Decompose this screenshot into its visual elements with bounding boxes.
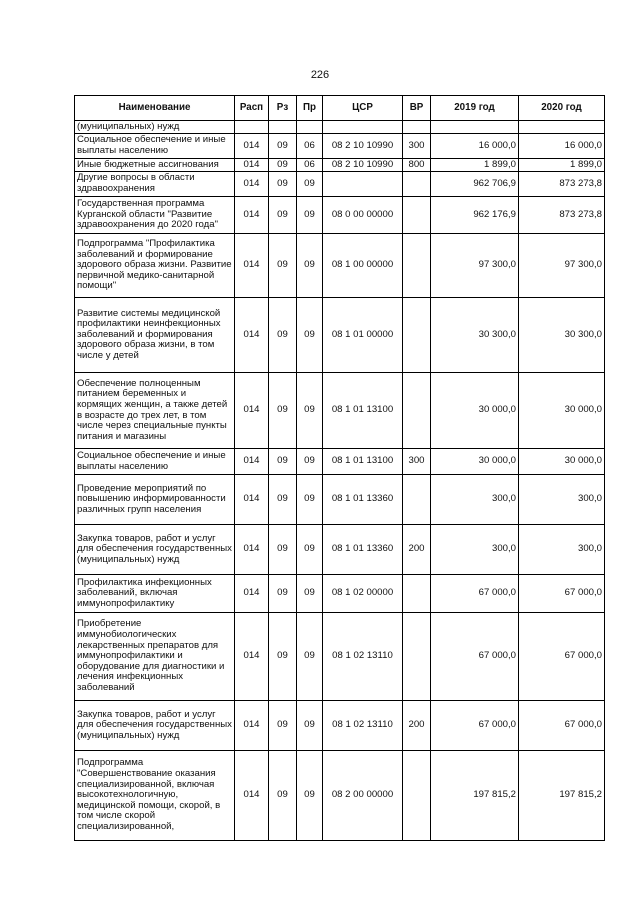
cell-pr: 06 xyxy=(297,159,323,172)
cell-csr: 08 1 01 13100 xyxy=(323,373,403,449)
cell-csr: 08 2 10 10990 xyxy=(323,159,403,172)
cell-csr: 08 2 00 00000 xyxy=(323,751,403,841)
cell-name: Подпрограмма "Профилактика заболеваний и формирование здорового образа жизни. Развитие первичной медико-санитарной помощи" xyxy=(75,234,235,298)
cell-2020 xyxy=(519,121,605,134)
cell-name: Иные бюджетные ассигнования xyxy=(75,159,235,172)
col-header-rz: Рз xyxy=(269,96,297,121)
cell-2019: 197 815,2 xyxy=(431,751,519,841)
table-row xyxy=(75,701,605,751)
cell-rz: 09 xyxy=(269,373,297,449)
col-header-name: Наименование xyxy=(75,96,235,121)
cell-2019: 962 706,9 xyxy=(431,172,519,197)
cell-vr xyxy=(403,172,431,197)
col-header-csr: ЦСР xyxy=(323,96,403,121)
cell-vr xyxy=(403,197,431,234)
cell-2020: 16 000,0 xyxy=(519,134,605,159)
cell-rz: 09 xyxy=(269,134,297,159)
cell-csr xyxy=(323,121,403,134)
cell-vr xyxy=(403,751,431,841)
cell-pr: 09 xyxy=(297,475,323,525)
page-number: 226 xyxy=(310,69,330,81)
cell-pr: 09 xyxy=(297,298,323,373)
cell-rz: 09 xyxy=(269,575,297,613)
cell-pr: 09 xyxy=(297,234,323,298)
cell-rasp: 014 xyxy=(235,172,269,197)
cell-rasp: 014 xyxy=(235,234,269,298)
table-row xyxy=(75,159,605,172)
cell-rasp: 014 xyxy=(235,475,269,525)
cell-rz: 09 xyxy=(269,475,297,525)
cell-rz: 09 xyxy=(269,525,297,575)
cell-2020: 97 300,0 xyxy=(519,234,605,298)
cell-2020: 30 000,0 xyxy=(519,373,605,449)
cell-2019: 30 000,0 xyxy=(431,373,519,449)
cell-rz: 09 xyxy=(269,298,297,373)
cell-name: Закупка товаров, работ и услуг для обеспечения государственных (муниципальных) нужд xyxy=(75,525,235,575)
cell-rz: 09 xyxy=(269,172,297,197)
cell-csr: 08 1 01 13360 xyxy=(323,475,403,525)
cell-2019: 67 000,0 xyxy=(431,701,519,751)
budget-table xyxy=(74,95,605,841)
table-row xyxy=(75,475,605,525)
cell-name: Развитие системы медицинской профилактики неинфекционных заболеваний и формирования здорового образа жизни, в том числе у детей xyxy=(75,298,235,373)
cell-vr xyxy=(403,575,431,613)
cell-name: Государственная программа Курганской области "Развитие здравоохранения до 2020 года" xyxy=(75,197,235,234)
table-row xyxy=(75,575,605,613)
cell-2020: 67 000,0 xyxy=(519,575,605,613)
cell-rasp: 014 xyxy=(235,159,269,172)
col-header-pr: Пр xyxy=(297,96,323,121)
cell-vr: 300 xyxy=(403,449,431,475)
cell-pr: 09 xyxy=(297,449,323,475)
col-header-2020: 2020 год xyxy=(519,96,605,121)
cell-rz: 09 xyxy=(269,701,297,751)
cell-name: Социальное обеспечение и иные выплаты населению xyxy=(75,134,235,159)
cell-name: Подпрограмма "Совершенствование оказания специализированной, включая высокотехнологичную, медицинской помощи, скорой, в том числе скорой специализированной, xyxy=(75,751,235,841)
cell-pr: 09 xyxy=(297,373,323,449)
cell-csr: 08 1 00 00000 xyxy=(323,234,403,298)
cell-2020: 300,0 xyxy=(519,475,605,525)
cell-rasp: 014 xyxy=(235,575,269,613)
cell-vr xyxy=(403,373,431,449)
table-row xyxy=(75,298,605,373)
cell-csr: 08 1 01 13360 xyxy=(323,525,403,575)
table-row xyxy=(75,234,605,298)
cell-rasp: 014 xyxy=(235,197,269,234)
cell-rasp: 014 xyxy=(235,525,269,575)
table-row xyxy=(75,121,605,134)
table-row xyxy=(75,449,605,475)
cell-name: Профилактика инфекционных заболеваний, включая иммунопрофилактику xyxy=(75,575,235,613)
cell-name: Другие вопросы в области здравоохранения xyxy=(75,172,235,197)
cell-pr: 09 xyxy=(297,751,323,841)
cell-2020: 873 273,8 xyxy=(519,197,605,234)
cell-name: Проведение мероприятий по повышению информированности различных групп населения xyxy=(75,475,235,525)
cell-csr: 08 2 10 10990 xyxy=(323,134,403,159)
cell-2019: 962 176,9 xyxy=(431,197,519,234)
col-header-vr: ВР xyxy=(403,96,431,121)
cell-name: Приобретение иммунобиологических лекарственных препаратов для иммунопрофилактики и оборудование для диагностики и лечения инфекционных заболеваний xyxy=(75,613,235,701)
cell-vr: 200 xyxy=(403,525,431,575)
cell-csr xyxy=(323,172,403,197)
cell-2019: 30 300,0 xyxy=(431,298,519,373)
cell-2019: 16 000,0 xyxy=(431,134,519,159)
cell-2020: 873 273,8 xyxy=(519,172,605,197)
cell-2019: 67 000,0 xyxy=(431,575,519,613)
col-header-rasp: Расп xyxy=(235,96,269,121)
cell-pr: 09 xyxy=(297,575,323,613)
cell-rz xyxy=(269,121,297,134)
cell-rz: 09 xyxy=(269,613,297,701)
cell-2019 xyxy=(431,121,519,134)
cell-pr: 09 xyxy=(297,172,323,197)
cell-csr: 08 1 01 13100 xyxy=(323,449,403,475)
cell-rasp: 014 xyxy=(235,134,269,159)
table-row xyxy=(75,172,605,197)
table-row xyxy=(75,525,605,575)
cell-2019: 97 300,0 xyxy=(431,234,519,298)
cell-rz: 09 xyxy=(269,449,297,475)
cell-vr xyxy=(403,298,431,373)
table-header-row xyxy=(75,96,605,121)
cell-name: (муниципальных) нужд xyxy=(75,121,235,134)
cell-2019: 300,0 xyxy=(431,525,519,575)
cell-rasp: 014 xyxy=(235,701,269,751)
cell-vr: 800 xyxy=(403,159,431,172)
table-row xyxy=(75,613,605,701)
cell-rz: 09 xyxy=(269,751,297,841)
cell-rz: 09 xyxy=(269,197,297,234)
cell-2020: 30 000,0 xyxy=(519,449,605,475)
cell-2019: 67 000,0 xyxy=(431,613,519,701)
cell-csr: 08 1 02 13110 xyxy=(323,701,403,751)
cell-pr: 09 xyxy=(297,701,323,751)
col-header-2019: 2019 год xyxy=(431,96,519,121)
cell-csr: 08 1 02 13110 xyxy=(323,613,403,701)
table-row xyxy=(75,134,605,159)
cell-2020: 1 899,0 xyxy=(519,159,605,172)
cell-vr xyxy=(403,613,431,701)
cell-vr xyxy=(403,475,431,525)
cell-2019: 300,0 xyxy=(431,475,519,525)
cell-2020: 300,0 xyxy=(519,525,605,575)
cell-rz: 09 xyxy=(269,234,297,298)
cell-vr: 200 xyxy=(403,701,431,751)
cell-2019: 1 899,0 xyxy=(431,159,519,172)
cell-rasp xyxy=(235,121,269,134)
cell-csr: 08 1 01 00000 xyxy=(323,298,403,373)
cell-2020: 67 000,0 xyxy=(519,701,605,751)
cell-pr: 06 xyxy=(297,134,323,159)
cell-vr xyxy=(403,234,431,298)
cell-pr xyxy=(297,121,323,134)
table-row xyxy=(75,197,605,234)
cell-2020: 30 300,0 xyxy=(519,298,605,373)
cell-name: Обеспечение полноценным питанием беременных и кормящих женщин, а также детей в возрасте до трех лет, в том числе через специальные пункты питания и магазины xyxy=(75,373,235,449)
cell-rasp: 014 xyxy=(235,449,269,475)
cell-name: Закупка товаров, работ и услуг для обеспечения государственных (муниципальных) нужд xyxy=(75,701,235,751)
cell-vr xyxy=(403,121,431,134)
cell-vr: 300 xyxy=(403,134,431,159)
table-row xyxy=(75,373,605,449)
cell-pr: 09 xyxy=(297,197,323,234)
cell-pr: 09 xyxy=(297,525,323,575)
cell-2020: 197 815,2 xyxy=(519,751,605,841)
cell-rasp: 014 xyxy=(235,613,269,701)
cell-2019: 30 000,0 xyxy=(431,449,519,475)
cell-pr: 09 xyxy=(297,613,323,701)
cell-name: Социальное обеспечение и иные выплаты населению xyxy=(75,449,235,475)
cell-rz: 09 xyxy=(269,159,297,172)
table-row xyxy=(75,751,605,841)
cell-2020: 67 000,0 xyxy=(519,613,605,701)
cell-csr: 08 1 02 00000 xyxy=(323,575,403,613)
cell-rasp: 014 xyxy=(235,751,269,841)
cell-csr: 08 0 00 00000 xyxy=(323,197,403,234)
cell-rasp: 014 xyxy=(235,298,269,373)
cell-rasp: 014 xyxy=(235,373,269,449)
